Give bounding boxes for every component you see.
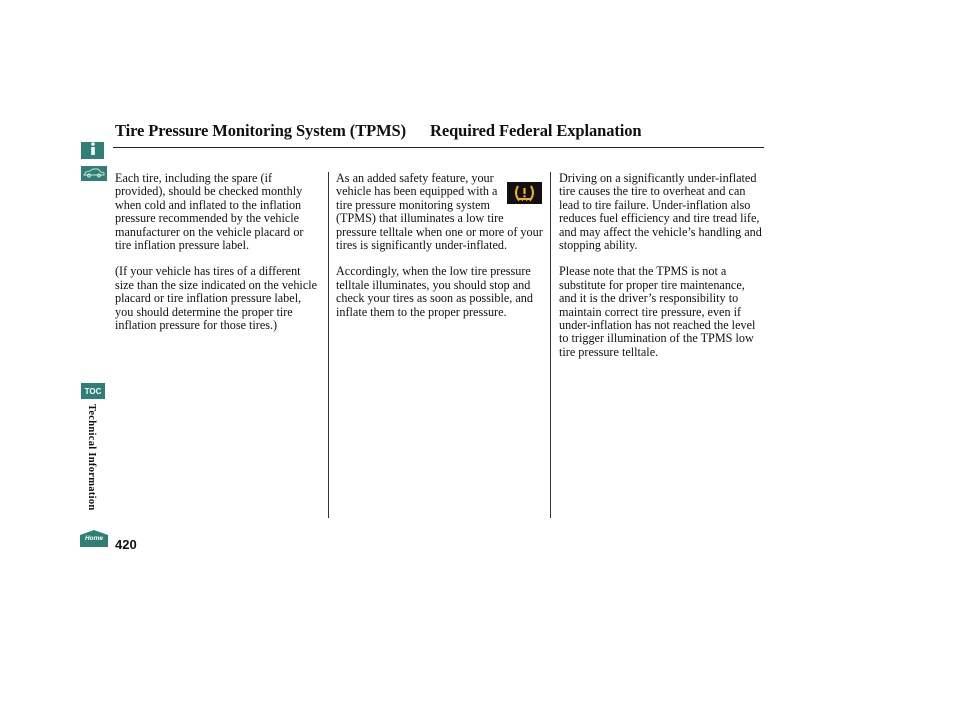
col1-paragraph-2: (If your vehicle has tires of a different size than the size indicated on the vehicle placard or tire inflation pressure label, you should determine the proper tire inflation pressure for those tires.) xyxy=(115,264,318,333)
column-2 xyxy=(336,172,544,332)
car-tab[interactable] xyxy=(81,166,107,181)
col3-paragraph-2: Please note that the TPMS is not a substitute for proper tire maintenance, and it is the driver’s responsibility to maintain correct tire pressure, even if under-inflation has not reached the level to trigger illumination of the TPMS low tire pressure telltale. xyxy=(559,264,756,359)
toc-label: TOC xyxy=(84,386,102,396)
column-1 xyxy=(115,172,321,345)
col2-paragraph-2: Accordingly, when the low tire pressure telltale illuminates, you should stop and check your tires as soon as possible, and inflate them to the proper pressure. xyxy=(336,264,533,319)
page-title xyxy=(115,121,641,141)
home-label: Home xyxy=(84,535,104,542)
low-tire-pressure-telltale-icon xyxy=(507,182,542,204)
section-title: Tire Pressure Monitoring System (TPMS) xyxy=(115,121,407,140)
col2-paragraph-1: As an added safety feature, your vehicle has been equipped with a tire pressure monitoring system (TPMS) that illuminates a low tire pressure telltale when one or more of your tires is significantly under-inflated. xyxy=(336,171,543,253)
toc-button[interactable] xyxy=(81,383,105,399)
col1-paragraph-1: Each tire, including the spare (if provided), should be checked monthly when cold and inflated to the inflation pressure recommended by the vehicle manufacturer on the vehicle placard or tire inflation pressure label. xyxy=(115,171,304,253)
title-rule xyxy=(113,147,764,148)
subsection-title: Required Federal Explanation xyxy=(430,121,642,140)
section-side-label: Technical Information xyxy=(86,404,97,511)
col3-paragraph-1: Driving on a significantly under-inflated tire causes the tire to overheat and can lead to tire failure. Under-inflation also reduces fuel efficiency and tire tread life, and may affect the vehicle’s handling and stopping ability. xyxy=(559,171,762,253)
column-3 xyxy=(559,172,765,372)
column-divider-1 xyxy=(328,172,329,518)
page-number: 420 xyxy=(115,537,137,552)
info-icon xyxy=(89,142,97,160)
info-tab[interactable] xyxy=(81,142,104,159)
car-icon xyxy=(83,165,105,183)
column-divider-2 xyxy=(550,172,551,518)
home-button[interactable] xyxy=(80,530,108,547)
